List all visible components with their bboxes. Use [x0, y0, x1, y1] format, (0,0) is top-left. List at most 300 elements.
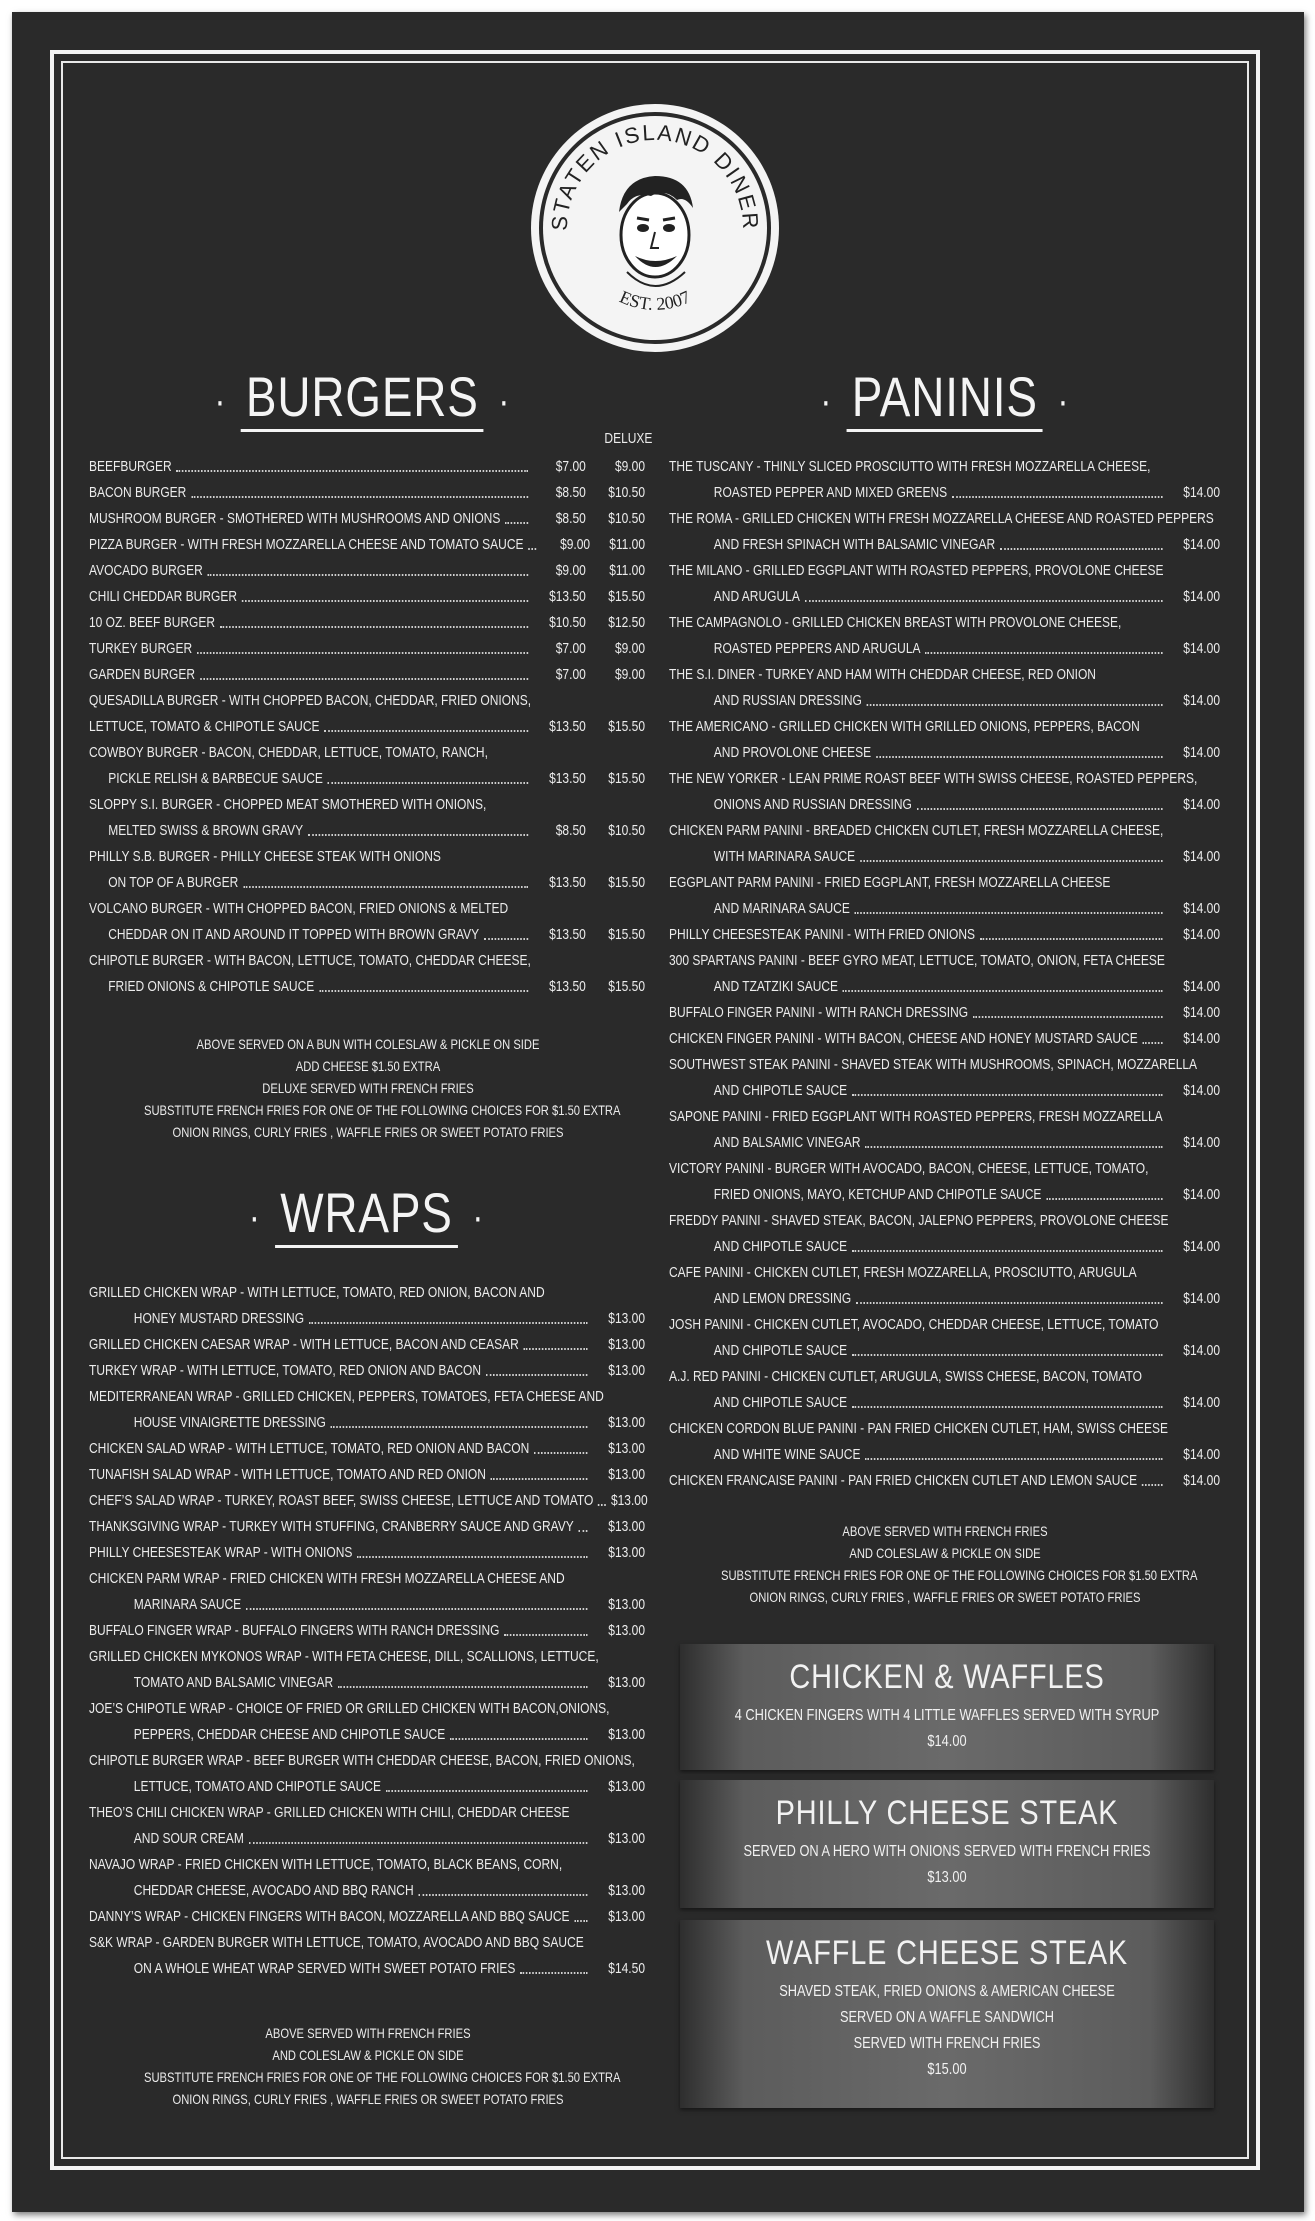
burgers-title-text: BURGERS — [241, 367, 484, 432]
item-price: $13.50 — [549, 588, 586, 605]
menu-item — [669, 1308, 1220, 1360]
item-price: $14.00 — [1183, 796, 1220, 813]
dot-leader — [504, 1634, 587, 1636]
menu-item-line — [89, 1874, 645, 1900]
item-name: CHILI CHEDDAR BURGER — [89, 588, 238, 605]
item-price: $14.00 — [1183, 1394, 1220, 1411]
special-description — [733, 1979, 1160, 2083]
item-name: TUNAFISH SALAD WRAP - WITH LETTUCE, TOMATO AND RED ONION — [89, 1466, 486, 1483]
item-name: CHICKEN PARM PANINI - BREADED CHICKEN CUTLET, FRESH MOZZARELLA CHEESE, — [669, 822, 1164, 839]
menu-item-line — [89, 476, 645, 502]
item-name: THE S.I. DINER - TURKEY AND HAM WITH CHEDDAR CHEESE, RED ONION — [669, 666, 1096, 683]
menu-item-line — [669, 502, 1220, 528]
menu-item — [89, 1614, 645, 1640]
paninis-notes — [665, 1520, 1225, 1608]
menu-item-line — [669, 554, 1220, 580]
item-price: $14.00 — [1183, 1446, 1220, 1463]
item-name: BEEFBURGER — [89, 458, 172, 475]
item-deluxe-price: $12.50 — [608, 614, 645, 631]
dot-leader — [386, 1790, 588, 1792]
item-description-continued: FRIED ONIONS & CHIPOTLE SAUCE — [108, 978, 315, 995]
menu-item — [89, 684, 645, 736]
menu-item-line — [669, 1152, 1220, 1178]
menu-item-line — [669, 1022, 1220, 1048]
menu-item-line — [669, 944, 1220, 970]
menu-item-line — [669, 1230, 1220, 1256]
wraps-title: · WRAPS · — [117, 1180, 617, 1248]
item-price: $13.00 — [610, 1492, 648, 1509]
special-name: CHICKEN & WAFFLES — [789, 1658, 1105, 1696]
menu-item-line — [669, 866, 1220, 892]
note-line: ONION RINGS, CURLY FRIES , WAFFLE FRIES OR SWEET POTATO FRIES — [749, 1589, 1141, 1605]
item-price: $13.50 — [549, 770, 586, 787]
menu-item — [669, 1412, 1220, 1464]
item-description-continued: AND CHIPOTLE SAUCE — [713, 1238, 848, 1255]
dot-leader — [852, 1354, 1162, 1356]
item-price: $14.00 — [1183, 900, 1220, 917]
item-deluxe-price: $9.00 — [614, 640, 645, 657]
dot-leader — [491, 1478, 588, 1480]
menu-item — [89, 554, 645, 580]
dot-leader — [1143, 1042, 1163, 1044]
menu-item — [89, 1744, 645, 1796]
menu-item-line — [669, 476, 1220, 502]
item-name: EGGPLANT PARM PANINI - FRIED EGGPLANT, FRESH MOZZARELLA CHEESE — [669, 874, 1111, 891]
menu-item-line — [89, 1796, 645, 1822]
menu-item-line — [669, 632, 1220, 658]
paninis-title: · PANINIS · — [695, 364, 1195, 432]
dot-leader — [852, 1406, 1162, 1408]
item-price: $13.00 — [608, 1310, 645, 1327]
special-name: PHILLY CHEESE STEAK — [775, 1794, 1119, 1832]
item-price: $14.00 — [1183, 1472, 1220, 1489]
menu-item — [669, 814, 1220, 866]
special-description — [733, 1839, 1160, 1891]
menu-item-line — [669, 1126, 1220, 1152]
item-price: $14.00 — [1183, 1342, 1220, 1359]
menu-item — [89, 476, 645, 502]
menu-item-line — [669, 1386, 1220, 1412]
item-price: $8.50 — [555, 484, 586, 501]
dot-leader — [865, 1458, 1162, 1460]
item-price: $14.00 — [1183, 926, 1220, 943]
item-price: $14.00 — [1183, 1238, 1220, 1255]
item-name: GRILLED CHICKEN WRAP - WITH LETTUCE, TOMATO, RED ONION, BACON AND — [89, 1284, 545, 1301]
dot-leader — [486, 1374, 588, 1376]
dot-leader — [176, 470, 528, 472]
menu-item — [89, 1562, 645, 1614]
item-name: VOLCANO BURGER - WITH CHOPPED BACON, FRIED ONIONS & MELTED — [89, 900, 509, 917]
menu-item-line — [669, 736, 1220, 762]
menu-item-line — [89, 1640, 645, 1666]
burgers-notes — [88, 1033, 648, 1143]
dot-leader — [505, 522, 528, 524]
item-name: THE CAMPAGNOLO - GRILLED CHICKEN BREAST WITH PROVOLONE CHEESE, — [669, 614, 1122, 631]
item-name: BUFFALO FINGER PANINI - WITH RANCH DRESSING — [669, 1004, 969, 1021]
menu-item — [89, 892, 645, 944]
item-description-continued: CHEDDAR ON IT AND AROUND IT TOPPED WITH BROWN GRAVY — [108, 926, 480, 943]
dot-leader — [805, 600, 1163, 602]
dot-leader — [520, 1972, 587, 1974]
item-price: $13.00 — [608, 1778, 645, 1795]
menu-item-line — [669, 1100, 1220, 1126]
item-name: FREDDY PANINI - SHAVED STEAK, BACON, JALEPNO PEPPERS, PROVOLONE CHEESE — [669, 1212, 1169, 1229]
special-box — [680, 1780, 1214, 1908]
special-box — [680, 1920, 1214, 2108]
menu-item — [669, 1464, 1220, 1490]
item-name: SLOPPY S.I. BURGER - CHOPPED MEAT SMOTHERED WITH ONIONS, — [89, 796, 487, 813]
item-name: 300 SPARTANS PANINI - BEEF GYRO MEAT, LETTUCE, TOMATO, ONION, FETA CHEESE — [669, 952, 1165, 969]
item-deluxe-price: $11.00 — [609, 536, 645, 553]
menu-item-line — [89, 1588, 645, 1614]
dot-leader — [450, 1738, 587, 1740]
item-description-continued: FRIED ONIONS, MAYO, KETCHUP AND CHIPOTLE SAUCE — [713, 1186, 1042, 1203]
note-line: AND COLESLAW & PICKLE ON SIDE — [849, 1545, 1041, 1561]
item-description-continued: AND FRESH SPINACH WITH BALSAMIC VINEGAR — [713, 536, 996, 553]
dot-leader — [357, 1556, 587, 1558]
item-price: $13.00 — [608, 1622, 645, 1639]
menu-item-line — [89, 1484, 648, 1510]
logo-est: EST. 2007 — [616, 286, 694, 314]
item-name: VICTORY PANINI - BURGER WITH AVOCADO, BACON, CHEESE, LETTUCE, TOMATO, — [669, 1160, 1149, 1177]
menu-item — [669, 1022, 1220, 1048]
menu-item — [669, 502, 1220, 554]
special-box — [680, 1644, 1214, 1770]
item-description-continued: ON TOP OF A BURGER — [108, 874, 239, 891]
menu-item — [669, 944, 1220, 996]
dot-leader — [528, 548, 536, 550]
menu-item-line — [89, 1822, 645, 1848]
item-name: A.J. RED PANINI - CHICKEN CUTLET, ARUGULA, SWISS CHEESE, BACON, TOMATO — [669, 1368, 1142, 1385]
item-name: CHICKEN FINGER PANINI - WITH BACON, CHEESE AND HONEY MUSTARD SAUCE — [669, 1030, 1138, 1047]
menu-item-line — [89, 1718, 645, 1744]
menu-item-line — [89, 658, 645, 684]
item-deluxe-price: $15.50 — [608, 770, 645, 787]
menu-item-line — [89, 710, 645, 736]
item-price: $7.00 — [555, 640, 586, 657]
dot-leader — [574, 1920, 587, 1922]
item-deluxe-price: $15.50 — [608, 926, 645, 943]
dot-leader — [952, 496, 1162, 498]
item-description-continued: AND CHIPOTLE SAUCE — [713, 1082, 848, 1099]
item-price: $13.00 — [608, 1362, 645, 1379]
menu-item-line — [669, 762, 1220, 788]
item-description-continued: AND SOUR CREAM — [133, 1830, 244, 1847]
menu-item-line — [89, 1614, 645, 1640]
menu-item — [89, 502, 645, 528]
item-price: $8.50 — [555, 822, 586, 839]
menu-item-line — [89, 1354, 645, 1380]
note-line: SUBSTITUTE FRENCH FRIES FOR ONE OF THE FOLLOWING CHOICES FOR $1.50 EXTRA — [144, 2069, 621, 2085]
dot-leader — [843, 990, 1163, 992]
menu-item — [89, 840, 645, 892]
menu-item-line — [89, 970, 645, 996]
item-description-continued: AND PROVOLONE CHEESE — [713, 744, 872, 761]
note-line: DELUXE SERVED WITH FRENCH FRIES — [262, 1080, 474, 1096]
paninis-list — [669, 450, 1220, 1490]
note-line: ADD CHEESE $1.50 EXTRA — [295, 1058, 441, 1074]
menu-item-line — [669, 528, 1220, 554]
dot-leader — [917, 808, 1163, 810]
menu-item-line — [669, 918, 1220, 944]
item-price: $14.00 — [1183, 1134, 1220, 1151]
menu-item — [669, 450, 1220, 502]
item-description-continued: AND LEMON DRESSING — [713, 1290, 852, 1307]
menu-item-line — [89, 1536, 645, 1562]
item-name: S&K WRAP - GARDEN BURGER WITH LETTUCE, TOMATO, AVOCADO AND BBQ SAUCE — [89, 1934, 584, 1951]
item-price: $14.00 — [1183, 848, 1220, 865]
item-price: $13.00 — [608, 1440, 645, 1457]
item-deluxe-price: $10.50 — [608, 822, 645, 839]
item-name: THE MILANO - GRILLED EGGPLANT WITH ROASTED PEPPERS, PROVOLONE CHEESE — [669, 562, 1164, 579]
menu-item-line — [89, 788, 645, 814]
item-name: TURKEY WRAP - WITH LETTUCE, TOMATO, RED ONION AND BACON — [89, 1362, 482, 1379]
menu-item — [89, 450, 645, 476]
item-description-continued: AND CHIPOTLE SAUCE — [713, 1342, 848, 1359]
dot-leader — [418, 1894, 587, 1896]
menu-item — [89, 1458, 645, 1484]
item-name: DANNY’S WRAP - CHICKEN FINGERS WITH BACON, MOZZARELLA AND BBQ SAUCE — [89, 1908, 570, 1925]
item-description-continued: WITH MARINARA SAUCE — [713, 848, 856, 865]
item-price: $13.00 — [608, 1518, 645, 1535]
menu-item — [89, 1432, 645, 1458]
menu-item — [669, 762, 1220, 814]
item-name: CHEF’S SALAD WRAP - TURKEY, ROAST BEEF, SWISS CHEESE, LETTUCE AND TOMATO — [89, 1492, 594, 1509]
note-line: SUBSTITUTE FRENCH FRIES FOR ONE OF THE FOLLOWING CHOICES FOR $1.50 EXTRA — [721, 1567, 1198, 1583]
note-line: AND COLESLAW & PICKLE ON SIDE — [272, 2047, 464, 2063]
item-price: $14.00 — [1183, 1082, 1220, 1099]
item-name: GRILLED CHICKEN CAESAR WRAP - WITH LETTUCE, BACON AND CEASAR — [89, 1336, 519, 1353]
menu-item — [669, 1152, 1220, 1204]
item-name: PHILLY CHEESESTEAK WRAP - WITH ONIONS — [89, 1544, 353, 1561]
item-deluxe-price: $9.00 — [614, 666, 645, 683]
menu-item-line — [669, 1282, 1220, 1308]
dot-leader — [1000, 548, 1162, 550]
menu-item-line — [89, 1692, 645, 1718]
item-price: $14.00 — [1183, 744, 1220, 761]
menu-item — [669, 658, 1220, 710]
dot-leader — [249, 1842, 588, 1844]
item-price: $9.00 — [555, 562, 586, 579]
dot-leader — [308, 834, 528, 836]
special-description-line: SERVED WITH FRENCH FRIES — [853, 2035, 1041, 2052]
item-description-continued: AND RUSSIAN DRESSING — [713, 692, 862, 709]
item-description-continued: CHEDDAR CHEESE, AVOCADO AND BBQ RANCH — [133, 1882, 414, 1899]
wraps-title-text: WRAPS — [276, 1183, 458, 1248]
menu-item-line — [89, 1770, 645, 1796]
diner-logo — [527, 100, 783, 356]
menu-item-line — [89, 892, 645, 918]
dot-leader — [1046, 1198, 1162, 1200]
dot-leader — [852, 1250, 1162, 1252]
item-price: $14.00 — [1183, 588, 1220, 605]
paninis-title-text: PANINIS — [847, 367, 1043, 432]
dot-leader — [191, 496, 528, 498]
item-deluxe-price: $11.00 — [609, 562, 645, 579]
item-price: $14.00 — [1183, 1030, 1220, 1047]
note-line: ABOVE SERVED ON A BUN WITH COLESLAW & PICKLE ON SIDE — [196, 1036, 540, 1052]
menu-item-line — [89, 1432, 645, 1458]
item-name: CHIPOTLE BURGER WRAP - BEEF BURGER WITH CHEDDAR CHEESE, BACON, FRIED ONIONS, — [89, 1752, 635, 1769]
dot-leader — [338, 1686, 587, 1688]
menu-item-line — [669, 580, 1220, 606]
menu-item-line — [89, 918, 645, 944]
menu-item — [89, 1848, 645, 1900]
dot-leader — [534, 1452, 587, 1454]
menu-item-line — [669, 892, 1220, 918]
dot-leader — [925, 652, 1162, 654]
burgers-title: · BURGERS · — [112, 364, 612, 432]
menu-item-line — [89, 684, 645, 710]
burgers-list — [89, 450, 645, 996]
menu-item-line — [89, 450, 645, 476]
item-name: CHIPOTLE BURGER - WITH BACON, LETTUCE, TOMATO, CHEDDAR CHEESE, — [89, 952, 531, 969]
menu-item-line — [89, 1328, 645, 1354]
menu-item — [669, 710, 1220, 762]
menu-item — [669, 1204, 1220, 1256]
item-price: $10.50 — [549, 614, 586, 631]
item-name: BUFFALO FINGER WRAP - BUFFALO FINGERS WITH RANCH DRESSING — [89, 1622, 500, 1639]
menu-item-line — [89, 814, 645, 840]
menu-item-line — [89, 1458, 645, 1484]
item-deluxe-price: $15.50 — [608, 588, 645, 605]
item-name: CHICKEN SALAD WRAP - WITH LETTUCE, TOMATO, RED ONION AND BACON — [89, 1440, 530, 1457]
item-price: $9.00 — [560, 536, 591, 553]
menu-item — [89, 1380, 645, 1432]
item-price: $14.00 — [1183, 978, 1220, 995]
menu-item — [89, 1692, 645, 1744]
item-price: $14.00 — [1183, 1004, 1220, 1021]
item-price: $14.00 — [1183, 1186, 1220, 1203]
item-deluxe-price: $9.00 — [614, 458, 645, 475]
item-description-continued: ROASTED PEPPERS AND ARUGULA — [713, 640, 921, 657]
special-price: $15.00 — [927, 2061, 967, 2078]
item-name: THE TUSCANY - THINLY SLICED PROSCIUTTO WITH FRESH MOZZARELLA CHEESE, — [669, 458, 1151, 475]
item-name: THE NEW YORKER - LEAN PRIME ROAST BEEF WITH SWISS CHEESE, ROASTED PEPPERS, — [669, 770, 1198, 787]
menu-item — [89, 1276, 645, 1328]
menu-item — [89, 658, 645, 684]
menu-item-line — [669, 658, 1220, 684]
item-name: MUSHROOM BURGER - SMOTHERED WITH MUSHROOMS AND ONIONS — [89, 510, 501, 527]
item-price: $14.00 — [1183, 640, 1220, 657]
item-price: $13.50 — [549, 718, 586, 735]
menu-item — [669, 1100, 1220, 1152]
item-name: QUESADILLA BURGER - WITH CHOPPED BACON, CHEDDAR, FRIED ONIONS, — [89, 692, 532, 709]
item-price: $13.00 — [608, 1414, 645, 1431]
item-name: THEO’S CHILI CHICKEN WRAP - GRILLED CHICKEN WITH CHILI, CHEDDAR CHEESE — [89, 1804, 570, 1821]
item-description-continued: AND TZATZIKI SAUCE — [713, 978, 839, 995]
item-description-continued: LETTUCE, TOMATO AND CHIPOTLE SAUCE — [133, 1778, 381, 1795]
dot-leader — [484, 938, 528, 940]
menu-item-line — [669, 788, 1220, 814]
dot-leader — [856, 1302, 1162, 1304]
item-deluxe-price: $15.50 — [608, 978, 645, 995]
menu-item — [89, 788, 645, 840]
menu-item-line — [89, 1380, 645, 1406]
menu-item — [669, 1360, 1220, 1412]
dot-leader — [876, 756, 1162, 758]
menu-item — [89, 736, 645, 788]
menu-item-line — [669, 1360, 1220, 1386]
item-name: CHICKEN CORDON BLUE PANINI - PAN FRIED CHICKEN CUTLET, HAM, SWISS CHEESE — [669, 1420, 1168, 1437]
item-name: GRILLED CHICKEN MYKONOS WRAP - WITH FETA CHEESE, DILL, SCALLIONS, LETTUCE, — [89, 1648, 599, 1665]
item-description-continued: TOMATO AND BALSAMIC VINEGAR — [133, 1674, 334, 1691]
item-name: THE AMERICANO - GRILLED CHICKEN WITH GRILLED ONIONS, PEPPERS, BACON — [669, 718, 1140, 735]
item-price: $13.00 — [608, 1674, 645, 1691]
menu-item — [89, 1328, 645, 1354]
menu-item-line — [89, 1302, 645, 1328]
item-name: PHILLY CHEESESTEAK PANINI - WITH FRIED ONIONS — [669, 926, 976, 943]
dot-leader — [319, 990, 528, 992]
note-line: ONION RINGS, CURLY FRIES , WAFFLE FRIES OR SWEET POTATO FRIES — [172, 2091, 564, 2107]
menu-item-line — [89, 528, 645, 554]
menu-item-line — [89, 762, 645, 788]
menu-item-line — [669, 814, 1220, 840]
menu-item-line — [89, 606, 645, 632]
menu-item-line — [669, 1178, 1220, 1204]
wraps-list — [89, 1276, 648, 1978]
menu-item — [89, 1484, 648, 1510]
item-description-continued: AND WHITE WINE SAUCE — [713, 1446, 861, 1463]
item-name: JOSH PANINI - CHICKEN CUTLET, AVOCADO, CHEDDAR CHEESE, LETTUCE, TOMATO — [669, 1316, 1159, 1333]
special-price: $14.00 — [927, 1733, 967, 1750]
menu-item-line — [669, 1256, 1220, 1282]
menu-item-line — [89, 1406, 645, 1432]
menu-item — [89, 1640, 645, 1692]
menu-item-line — [669, 1074, 1220, 1100]
item-price: $13.50 — [549, 926, 586, 943]
menu-item-line — [669, 1048, 1220, 1074]
dot-leader — [598, 1504, 606, 1506]
item-description-continued: MARINARA SAUCE — [133, 1596, 242, 1613]
item-price: $13.00 — [608, 1466, 645, 1483]
menu-item-line — [669, 450, 1220, 476]
item-name: TURKEY BURGER — [89, 640, 193, 657]
menu-item-line — [669, 970, 1220, 996]
menu-item — [89, 580, 645, 606]
item-price: $13.00 — [608, 1882, 645, 1899]
item-price: $13.00 — [608, 1544, 645, 1561]
item-description-continued: PEPPERS, CHEDDAR CHEESE AND CHIPOTLE SAUCE — [133, 1726, 446, 1743]
menu-item — [669, 1256, 1220, 1308]
dot-leader — [220, 626, 528, 628]
logo-name: STATEN ISLAND DINER — [546, 119, 764, 232]
item-description-continued: MELTED SWISS & BROWN GRAVY — [108, 822, 304, 839]
menu-item-line — [669, 1464, 1220, 1490]
menu-item — [89, 1536, 645, 1562]
item-price: $13.00 — [608, 1830, 645, 1847]
menu-item-line — [669, 710, 1220, 736]
menu-item — [89, 528, 645, 554]
menu-item-line — [669, 840, 1220, 866]
dot-leader — [246, 1608, 587, 1610]
menu-item — [89, 1926, 645, 1978]
menu-item — [669, 606, 1220, 658]
dot-leader — [855, 912, 1163, 914]
menu-item-line — [669, 684, 1220, 710]
item-name: JOE’S CHIPOTLE WRAP - CHOICE OF FRIED OR GRILLED CHICKEN WITH BACON,ONIONS, — [89, 1700, 610, 1717]
item-description-continued: HONEY MUSTARD DRESSING — [133, 1310, 305, 1327]
item-description-continued: AND CHIPOTLE SAUCE — [713, 1394, 848, 1411]
menu-item — [669, 554, 1220, 606]
note-line: ABOVE SERVED WITH FRENCH FRIES — [265, 2025, 471, 2041]
item-name: SOUTHWEST STEAK PANINI - SHAVED STEAK WITH MUSHROOMS, SPINACH, MOZZARELLA — [669, 1056, 1198, 1073]
menu-item-line — [89, 554, 645, 580]
item-price: $14.50 — [608, 1960, 645, 1977]
item-price: $14.00 — [1183, 1290, 1220, 1307]
menu-item — [89, 1510, 645, 1536]
menu-item — [669, 1048, 1220, 1100]
